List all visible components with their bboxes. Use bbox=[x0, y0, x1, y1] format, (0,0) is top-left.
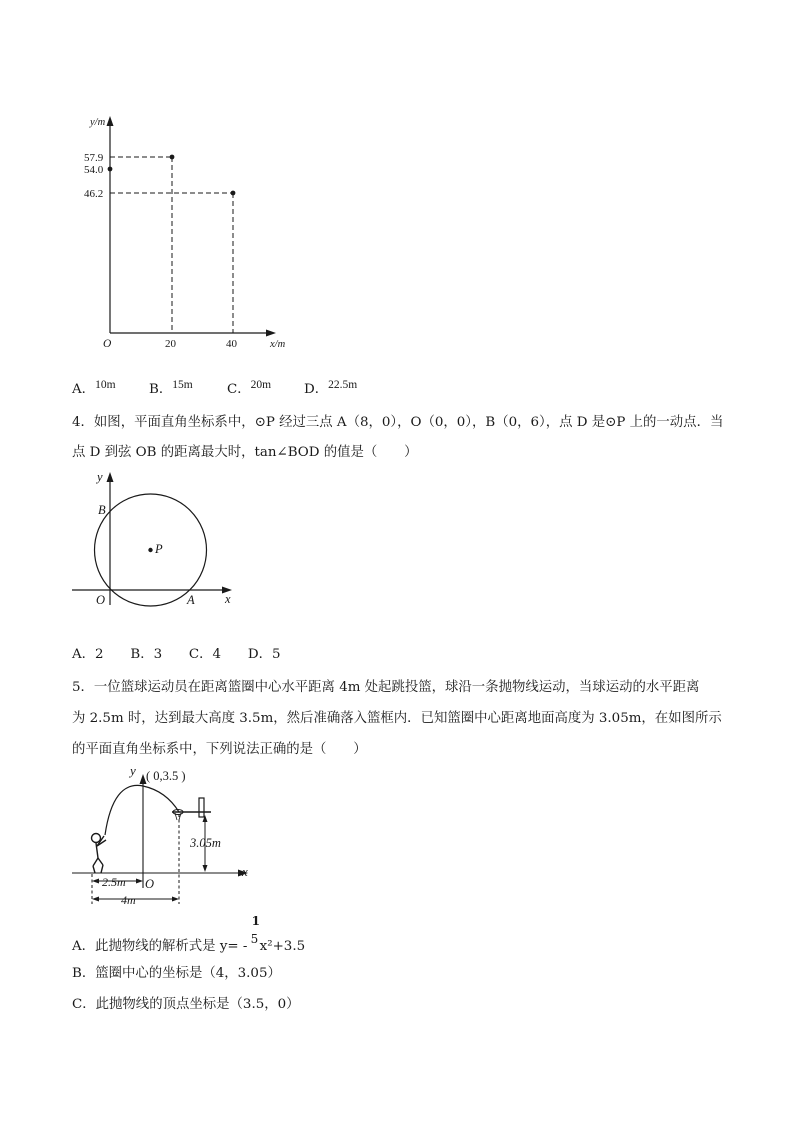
distance-2-5m-label: 2.5m bbox=[102, 875, 126, 889]
option-letter: C． bbox=[227, 382, 251, 397]
point-p-label: P bbox=[155, 542, 163, 556]
fraction-denominator: 5 bbox=[250, 932, 259, 946]
option-letter: D． bbox=[304, 382, 329, 397]
option-value: 10m bbox=[95, 379, 116, 391]
point-b-label: B bbox=[98, 503, 106, 517]
q4-stem-line-1: 4．如图，平面直角坐标系中，⊙P 经过三点 A（8，0），O（0，0），B（0，6），点 D 是⊙P 上的一动点．当 bbox=[72, 415, 724, 430]
vertex-label: ( 0,3.5 ) bbox=[146, 769, 186, 783]
q4-stem-line-2: 点 D 到弦 OB 的距离最大时，tan∠BOD 的值是（ ） bbox=[72, 445, 418, 460]
q4-y-axis-label: y bbox=[97, 470, 103, 484]
q3-y-tick-57-9: 57.9 bbox=[84, 152, 104, 164]
q4-options[interactable]: A．2 B．3 C．4 D．5 bbox=[72, 647, 281, 662]
option-value: 22.5m bbox=[328, 379, 358, 391]
q5-stem-line-3: 的平面直角坐标系中，下列说法正确的是（ ） bbox=[72, 742, 367, 757]
distance-4m-label: 4m bbox=[121, 893, 136, 907]
q5-y-axis-label: y bbox=[130, 763, 136, 778]
option-a-text: A．此抛物线的解析式是 y= - bbox=[72, 939, 248, 954]
option-a-expression: x²+3.5 bbox=[259, 939, 306, 954]
q3-y-axis-label: y/m bbox=[90, 117, 106, 128]
q5-stem-line-2: 为 2.5m 时，达到最大高度 3.5m，然后准确落入篮框内．已知篮圈中心距离地面高度为 3.05m，在如图所示 bbox=[72, 711, 722, 726]
option-letter: B． bbox=[149, 382, 173, 397]
q5-x-axis-label: x bbox=[242, 864, 248, 879]
q5-option-c[interactable]: C．此抛物线的顶点坐标是（3.5，0） bbox=[72, 997, 300, 1012]
fraction-one-fifth bbox=[250, 914, 261, 950]
option-value: 20m bbox=[250, 379, 272, 391]
ball-trajectory bbox=[105, 785, 179, 835]
q3-x-axis-label: x/m bbox=[270, 339, 286, 350]
q3-x-tick-20: 20 bbox=[165, 338, 176, 350]
q4-x-axis-label: x bbox=[225, 592, 231, 606]
q3-origin-label: O bbox=[103, 338, 112, 350]
hoop-height-label: 3.05m bbox=[190, 836, 221, 850]
q5-stem-line-1: 5．一位篮球运动员在距离篮圈中心水平距离 4m 处起跳投篮，球沿一条抛物线运动，当球运动的水平距离 bbox=[72, 680, 700, 695]
q3-x-tick-40: 40 bbox=[226, 338, 237, 350]
option-letter: A． bbox=[72, 382, 96, 397]
player-figure bbox=[92, 834, 107, 874]
q5-option-b[interactable]: B．篮圈中心的坐标是（4，3.05） bbox=[72, 966, 281, 981]
fraction-numerator: 1 bbox=[251, 914, 261, 928]
option-value: 15m bbox=[172, 379, 193, 391]
q3-y-tick-46-2: 46.2 bbox=[84, 188, 104, 200]
point-o-label: O bbox=[96, 593, 106, 607]
point-a-label: A bbox=[187, 593, 195, 607]
q5-option-a[interactable] bbox=[72, 914, 306, 954]
q5-origin-label: O bbox=[145, 877, 155, 891]
q3-y-tick-54-0: 54.0 bbox=[84, 164, 104, 176]
